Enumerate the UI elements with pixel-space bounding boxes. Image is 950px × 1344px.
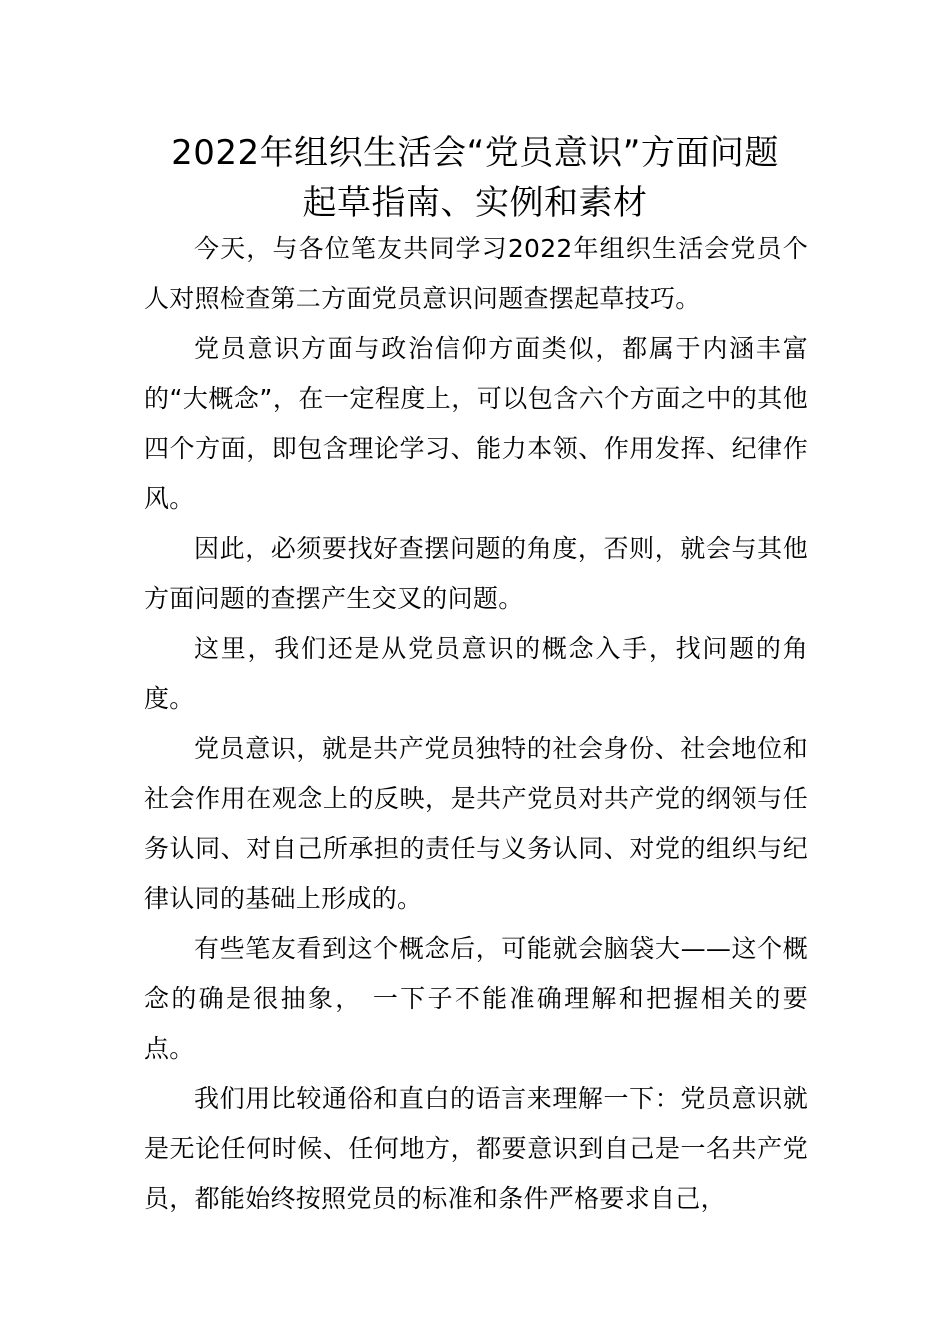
paragraph: 党员意识方面与政治信仰方面类似，都属于内涵丰富的“大概念”，在一定程度上，可以包含六个方面之中的其他四个方面，即包含理论学习、能力本领、作用发挥、纪律作风。 <box>144 334 808 513</box>
document-title-line-2: 起草指南、实例和素材 <box>302 183 648 223</box>
document-title-line-1: 2022年组织生活会“党员意识”方面问题 <box>171 133 779 173</box>
paragraph: 有些笔友看到这个概念后，可能就会脑袋大——这个概念的确是很抽象， 一下子不能准确理解和把握相关的要点。 <box>144 934 808 1063</box>
paragraph: 党员意识，就是共产党员独特的社会身份、社会地位和社会作用在观念上的反映，是共产党员对共产党的纲领与任务认同、对自己所承担的责任与义务认同、对党的组织与纪律认同的基础上形成的。 <box>144 734 808 913</box>
paragraph: 我们用比较通俗和直白的语言来理解一下：党员意识就是无论任何时候、任何地方，都要意识到自己是一名共产党员，都能始终按照党员的标准和条件严格要求自己， <box>144 1084 808 1213</box>
paragraph: 因此，必须要找好查摆问题的角度，否则，就会与其他方面问题的查摆产生交叉的问题。 <box>144 534 808 613</box>
paragraph: 今天，与各位笔友共同学习2022年组织生活会党员个人对照检查第二方面党员意识问题查摆起草技巧。 <box>144 234 808 313</box>
paragraph: 这里，我们还是从党员意识的概念入手，找问题的角度。 <box>144 634 808 713</box>
document-body <box>144 224 808 1224</box>
